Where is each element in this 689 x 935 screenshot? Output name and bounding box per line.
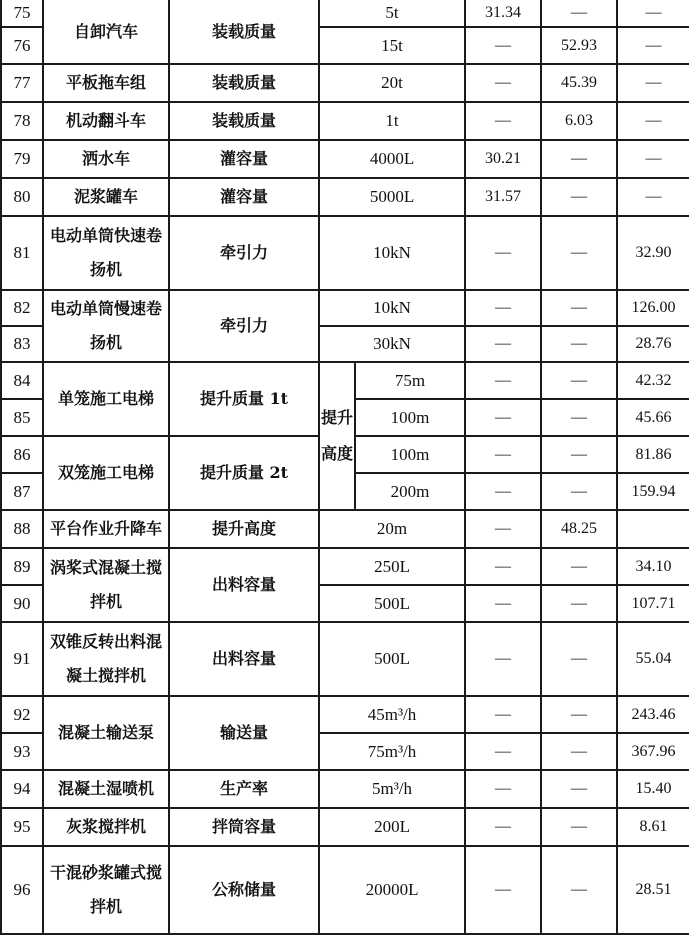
value-col2: 48.25 xyxy=(541,510,617,548)
value-col3: 81.86 xyxy=(617,436,689,473)
value-col3: — xyxy=(617,64,689,102)
specification: 20m xyxy=(319,510,465,548)
value-col2: — xyxy=(541,622,617,696)
performance-parameter: 公称储量 xyxy=(169,846,319,934)
performance-parameter: 提升高度 xyxy=(169,510,319,548)
performance-parameter: 生产率 xyxy=(169,770,319,808)
value-col1: 31.34 xyxy=(465,0,541,27)
table-row xyxy=(1,102,689,140)
value-col3: 55.04 xyxy=(617,622,689,696)
performance-parameter: 灌容量 xyxy=(169,178,319,216)
table-row xyxy=(1,178,689,216)
performance-parameter: 提升质量 1t xyxy=(169,362,319,436)
value-col3: 126.00 xyxy=(617,290,689,326)
value-col2: — xyxy=(541,733,617,770)
machine-name: 机动翻斗车 xyxy=(43,102,169,140)
value-col1: — xyxy=(465,216,541,290)
value-col1: — xyxy=(465,770,541,808)
value-col1: — xyxy=(465,362,541,399)
machine-name: 电动单筒慢速卷扬机 xyxy=(43,290,169,362)
machine-name: 涡桨式混凝土搅拌机 xyxy=(43,548,169,622)
specification: 1t xyxy=(319,102,465,140)
value-col2: — xyxy=(541,399,617,436)
value-col3: — xyxy=(617,0,689,27)
value-col2: — xyxy=(541,473,617,510)
value-col3: 28.76 xyxy=(617,326,689,362)
row-index: 93 xyxy=(1,733,43,770)
row-index: 80 xyxy=(1,178,43,216)
performance-parameter: 出料容量 xyxy=(169,548,319,622)
value-col3: 159.94 xyxy=(617,473,689,510)
machine-name: 灰浆搅拌机 xyxy=(43,808,169,846)
value-col3: 28.51 xyxy=(617,846,689,934)
value-col2: — xyxy=(541,326,617,362)
machine-name: 泥浆罐车 xyxy=(43,178,169,216)
value-col2: — xyxy=(541,362,617,399)
performance-parameter: 装载质量 xyxy=(169,64,319,102)
row-index: 86 xyxy=(1,436,43,473)
table-row xyxy=(1,846,689,934)
row-index: 77 xyxy=(1,64,43,102)
table-row xyxy=(1,64,689,102)
row-index: 88 xyxy=(1,510,43,548)
value-col3: 34.10 xyxy=(617,548,689,585)
performance-parameter: 出料容量 xyxy=(169,622,319,696)
machine-name: 混凝土输送泵 xyxy=(43,696,169,770)
performance-parameter: 装载质量 xyxy=(169,102,319,140)
value-col3: — xyxy=(617,27,689,64)
value-col1: — xyxy=(465,846,541,934)
row-index: 95 xyxy=(1,808,43,846)
machine-name: 自卸汽车 xyxy=(43,0,169,64)
value-col2: — xyxy=(541,290,617,326)
specification: 75m³/h xyxy=(319,733,465,770)
value-col3 xyxy=(617,510,689,548)
performance-parameter: 装载质量 xyxy=(169,0,319,64)
value-col2: — xyxy=(541,140,617,178)
value-col1: — xyxy=(465,548,541,585)
value-col1: — xyxy=(465,510,541,548)
value-col2: — xyxy=(541,178,617,216)
row-index: 82 xyxy=(1,290,43,326)
value-col1: — xyxy=(465,399,541,436)
specification: 250L xyxy=(319,548,465,585)
row-index: 87 xyxy=(1,473,43,510)
table-row xyxy=(1,510,689,548)
row-index: 81 xyxy=(1,216,43,290)
value-col2: — xyxy=(541,770,617,808)
value-col3: 15.40 xyxy=(617,770,689,808)
table-row xyxy=(1,622,689,696)
specification: 100m xyxy=(355,436,465,473)
value-col3: 367.96 xyxy=(617,733,689,770)
value-col1: — xyxy=(465,326,541,362)
table-row xyxy=(1,290,689,326)
value-col2: — xyxy=(541,216,617,290)
machine-name: 双锥反转出料混凝土搅拌机 xyxy=(43,622,169,696)
value-col1: — xyxy=(465,436,541,473)
value-col3: — xyxy=(617,102,689,140)
specification: 10kN xyxy=(319,290,465,326)
value-col2: — xyxy=(541,0,617,27)
specification: 5000L xyxy=(319,178,465,216)
row-index: 79 xyxy=(1,140,43,178)
table-row xyxy=(1,696,689,733)
value-col1: — xyxy=(465,290,541,326)
specification: 100m xyxy=(355,399,465,436)
value-col1: 31.57 xyxy=(465,178,541,216)
performance-parameter: 提升质量 2t xyxy=(169,436,319,510)
row-index: 85 xyxy=(1,399,43,436)
row-index: 92 xyxy=(1,696,43,733)
machine-name: 电动单筒快速卷扬机 xyxy=(43,216,169,290)
value-col3: 32.90 xyxy=(617,216,689,290)
performance-parameter: 灌容量 xyxy=(169,140,319,178)
row-index: 76 xyxy=(1,27,43,64)
specification: 20t xyxy=(319,64,465,102)
table-row xyxy=(1,216,689,290)
value-col1: — xyxy=(465,64,541,102)
table-row xyxy=(1,548,689,585)
value-col1: — xyxy=(465,102,541,140)
value-col1: — xyxy=(465,473,541,510)
value-col1: — xyxy=(465,696,541,733)
value-col1: — xyxy=(465,733,541,770)
table-row xyxy=(1,0,689,27)
value-col2: 45.39 xyxy=(541,64,617,102)
specification: 30kN xyxy=(319,326,465,362)
row-index: 83 xyxy=(1,326,43,362)
value-col2: — xyxy=(541,436,617,473)
value-col3: 45.66 xyxy=(617,399,689,436)
row-index: 96 xyxy=(1,846,43,934)
value-col3: 42.32 xyxy=(617,362,689,399)
specification: 10kN xyxy=(319,216,465,290)
value-col3: — xyxy=(617,140,689,178)
value-col2: — xyxy=(541,548,617,585)
value-col2: — xyxy=(541,808,617,846)
specification: 5t xyxy=(319,0,465,27)
row-index: 89 xyxy=(1,548,43,585)
value-col1: — xyxy=(465,27,541,64)
specification: 5m³/h xyxy=(319,770,465,808)
lift-height-label: 提升高度 xyxy=(319,362,355,510)
performance-parameter: 拌筒容量 xyxy=(169,808,319,846)
row-index: 90 xyxy=(1,585,43,622)
specification: 4000L xyxy=(319,140,465,178)
performance-parameter: 输送量 xyxy=(169,696,319,770)
machine-name: 混凝土湿喷机 xyxy=(43,770,169,808)
specification: 45m³/h xyxy=(319,696,465,733)
machine-name: 平台作业升降车 xyxy=(43,510,169,548)
table-row xyxy=(1,140,689,178)
specification: 200L xyxy=(319,808,465,846)
table-row xyxy=(1,770,689,808)
value-col2: — xyxy=(541,846,617,934)
row-index: 94 xyxy=(1,770,43,808)
value-col2: 52.93 xyxy=(541,27,617,64)
value-col1: — xyxy=(465,622,541,696)
value-col1: — xyxy=(465,585,541,622)
value-col2: — xyxy=(541,696,617,733)
value-col1: 30.21 xyxy=(465,140,541,178)
row-index: 75 xyxy=(1,0,43,27)
table-row xyxy=(1,808,689,846)
table-row xyxy=(1,362,689,399)
value-col3: — xyxy=(617,178,689,216)
performance-parameter: 牵引力 xyxy=(169,216,319,290)
specification: 20000L xyxy=(319,846,465,934)
value-col3: 243.46 xyxy=(617,696,689,733)
machine-name: 单笼施工电梯 xyxy=(43,362,169,436)
value-col3: 8.61 xyxy=(617,808,689,846)
machine-name: 干混砂浆罐式搅拌机 xyxy=(43,846,169,934)
specification: 15t xyxy=(319,27,465,64)
specification: 200m xyxy=(355,473,465,510)
specification: 500L xyxy=(319,622,465,696)
row-index: 78 xyxy=(1,102,43,140)
specification: 75m xyxy=(355,362,465,399)
row-index: 84 xyxy=(1,362,43,399)
specification: 500L xyxy=(319,585,465,622)
value-col2: 6.03 xyxy=(541,102,617,140)
performance-parameter: 牵引力 xyxy=(169,290,319,362)
value-col3: 107.71 xyxy=(617,585,689,622)
machine-name: 洒水车 xyxy=(43,140,169,178)
value-col1: — xyxy=(465,808,541,846)
row-index: 91 xyxy=(1,622,43,696)
machine-name: 平板拖车组 xyxy=(43,64,169,102)
value-col2: — xyxy=(541,585,617,622)
machine-name: 双笼施工电梯 xyxy=(43,436,169,510)
